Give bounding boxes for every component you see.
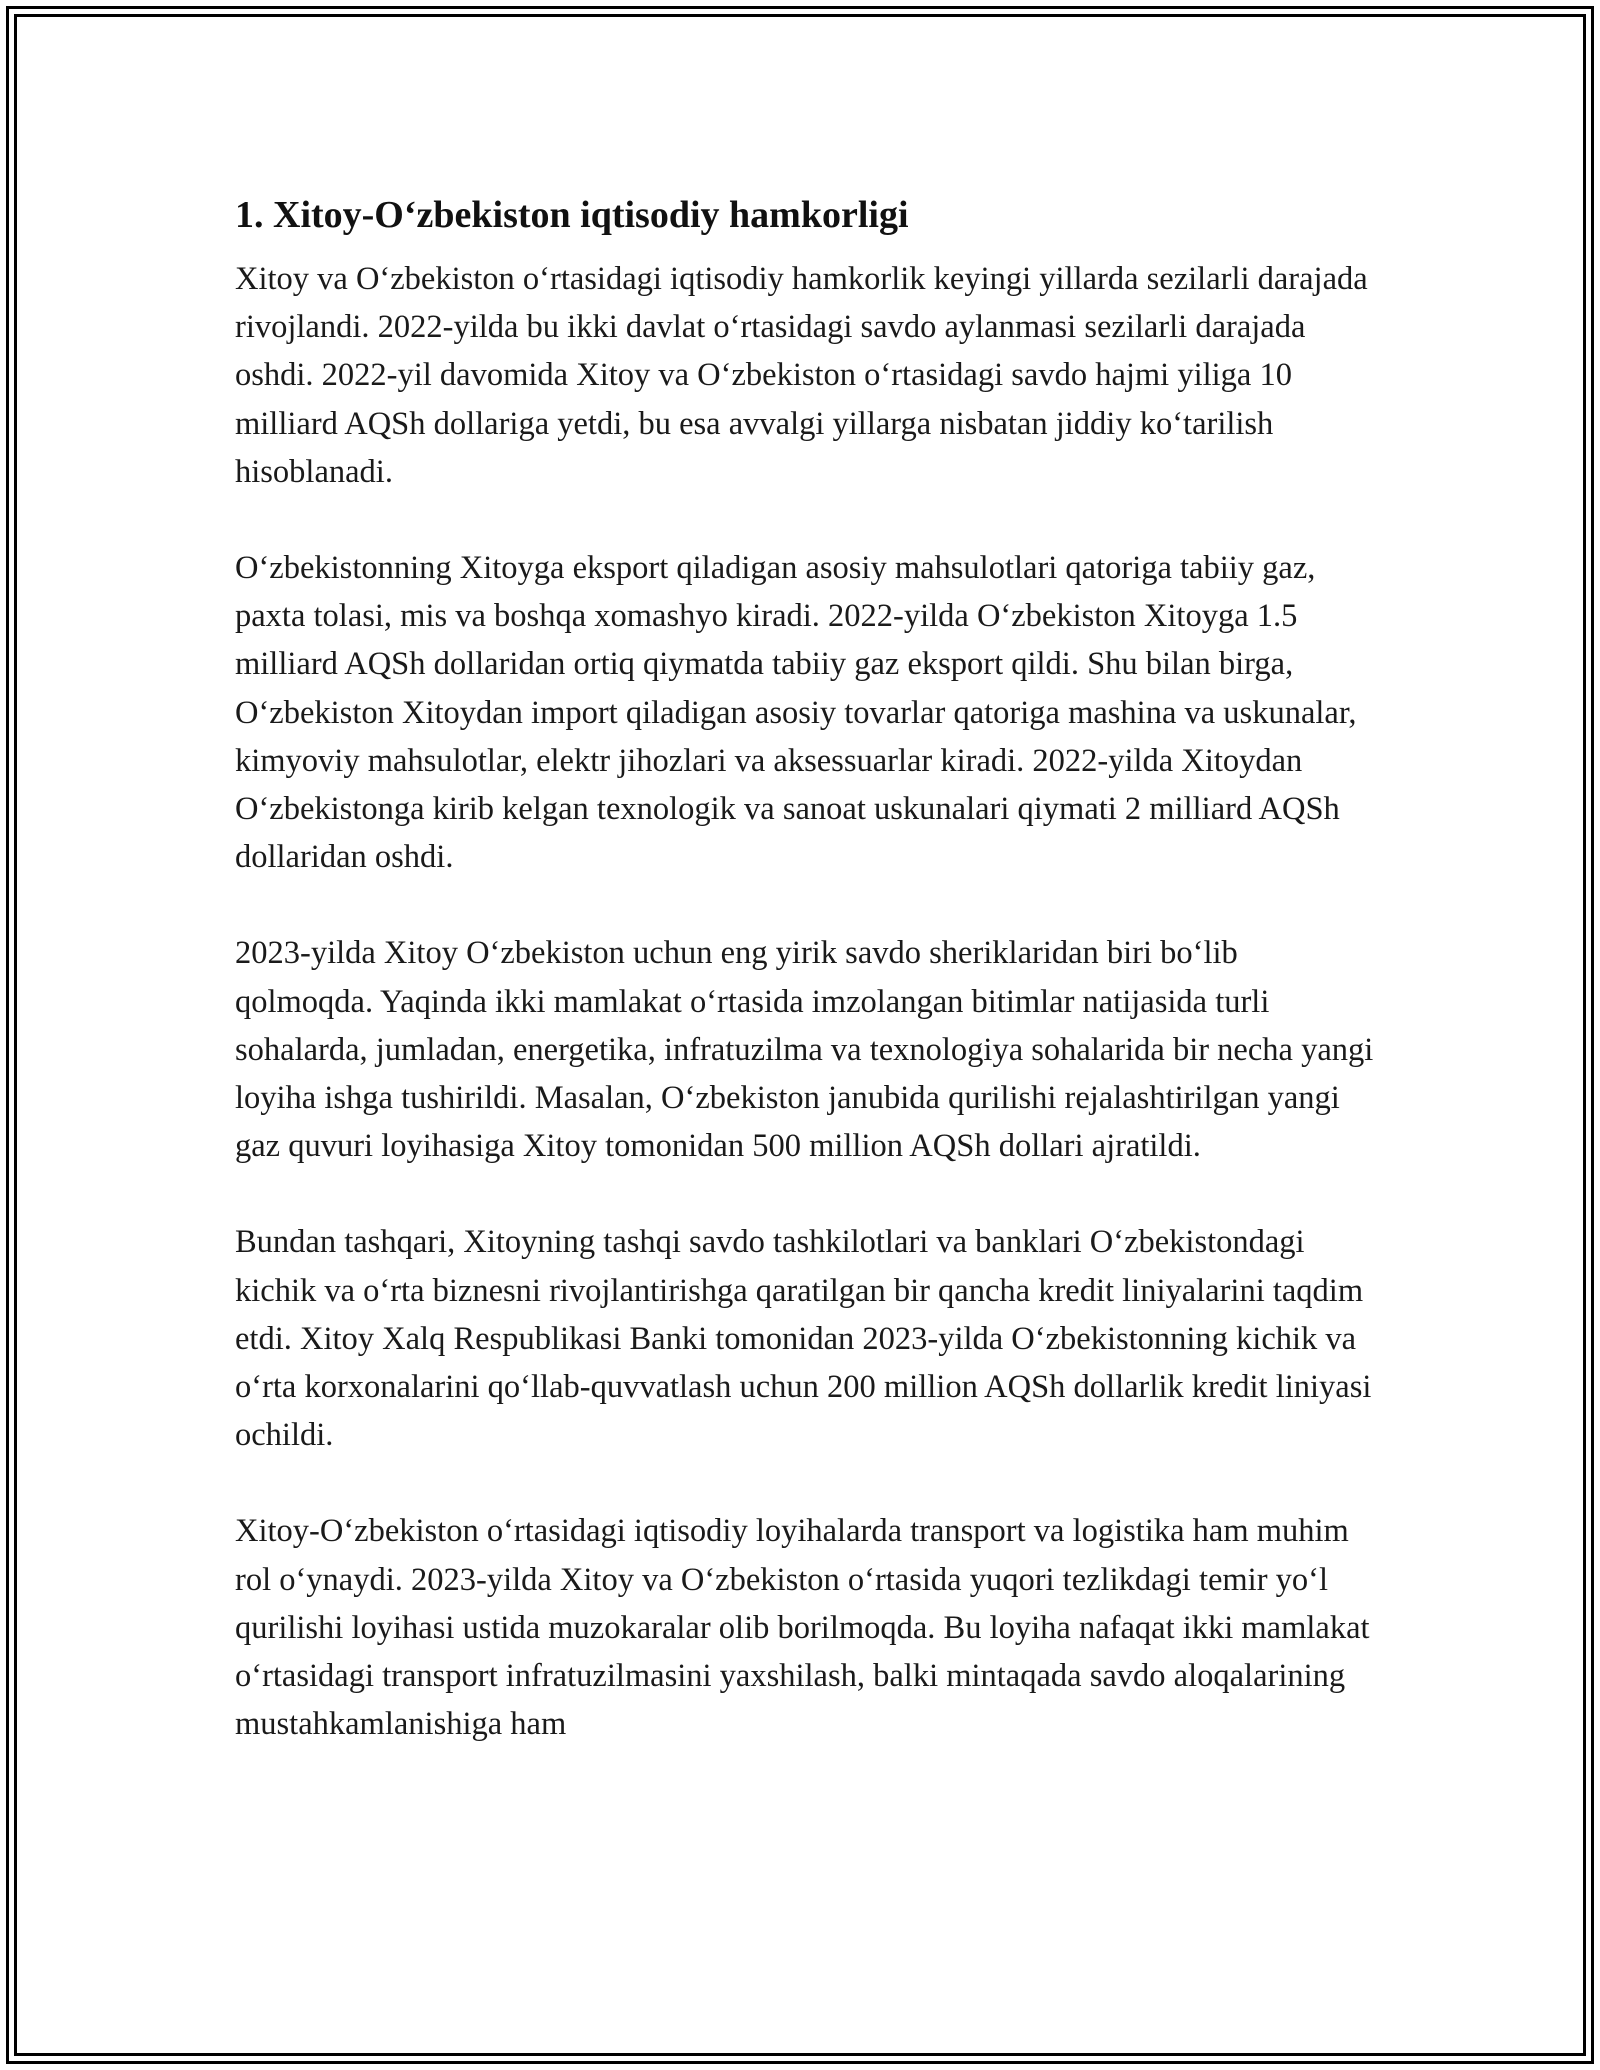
section-heading: 1. Xitoy-O‘zbekiston iqtisodiy hamkorligi [235, 194, 909, 236]
paragraph-trade-volume: Xitoy va O‘zbekiston o‘rtasidagi iqtisodiy hamkorlik keyingi yillarda sezilarli darajada rivojlandi. 2022-yilda bu ikki davlat o‘rtasidagi savdo aylanmasi sezilarli darajada oshdi. 2022-yil davomida Xitoy va O‘zbekiston o‘rtasidagi savdo hajmi yiliga 10 milliard AQSh dollariga yetdi, bu esa avvalgi yillarga nisbatan jiddiy ko‘tarilish hisoblanadi. [235, 261, 1368, 490]
paragraph-credit-lines: Bundan tashqari, Xitoyning tashqi savdo tashkilotlari va banklari O‘zbekistondagi kichik va o‘rta biznesni rivojlantirishga qaratilgan bir qancha kredit liniyalarini taqdim etdi. Xitoy Xalq Respublikasi Banki tomonidan 2023-yilda O‘zbekistonning kichik va o‘rta korxonalarini qo‘llab-quvvatlash uchun 200 million AQSh dollarlik kredit liniyasi ochildi. [235, 1224, 1372, 1454]
paragraph-transport: Xitoy-O‘zbekiston o‘rtasidagi iqtisodiy loyihalarda transport va logistika ham muhim rol o‘ynaydi. 2023-yilda Xitoy va O‘zbekiston o‘rtasida yuqori tezlikdagi temir yo‘l qurilishi loyihasi ustida muzokaralar olib borilmoqda. Bu loyiha nafaqat ikki mamlakat o‘rtasidagi transport infratuzilmasini yaxshilash, balki mintaqada savdo aloqalarining mustahkamlanishiga ham [235, 1513, 1370, 1743]
document-body [235, 185, 1375, 1748]
paragraph-trade-partner: 2023-yilda Xitoy O‘zbekiston uchun eng yirik savdo sheriklaridan biri bo‘lib qolmoqda. Yaqinda ikki mamlakat o‘rtasida imzolangan bitimlar natijasida turli sohalarda, jumladan, energetika, infratuzilma va texnologiya sohalarida bir necha yangi loyiha ishga tushirildi. Masalan, O‘zbekiston janubida qurilishi rejalashtirilgan yangi gaz quvuri loyihasiga Xitoy tomonidan 500 million AQSh dollari ajratildi. [235, 935, 1374, 1165]
paragraph-exports-imports: O‘zbekistonning Xitoyga eksport qiladigan asosiy mahsulotlari qatoriga tabiiy gaz, paxta tolasi, mis va boshqa xomashyo kiradi. 2022-yilda O‘zbekiston Xitoyga 1.5 milliard AQSh dollaridan ortiq qiymatda tabiiy gaz eksport qildi. Shu bilan birga, O‘zbekiston Xitoydan import qiladigan asosiy tovarlar qatoriga mashina va uskunalar, kimyoviy mahsulotlar, elektr jihozlari va aksessuarlar kiradi. 2022-yilda Xitoydan O‘zbekistonga kirib kelgan texnologik va sanoat uskunalari qiymati 2 milliard AQSh dollaridan oshdi. [235, 550, 1357, 876]
